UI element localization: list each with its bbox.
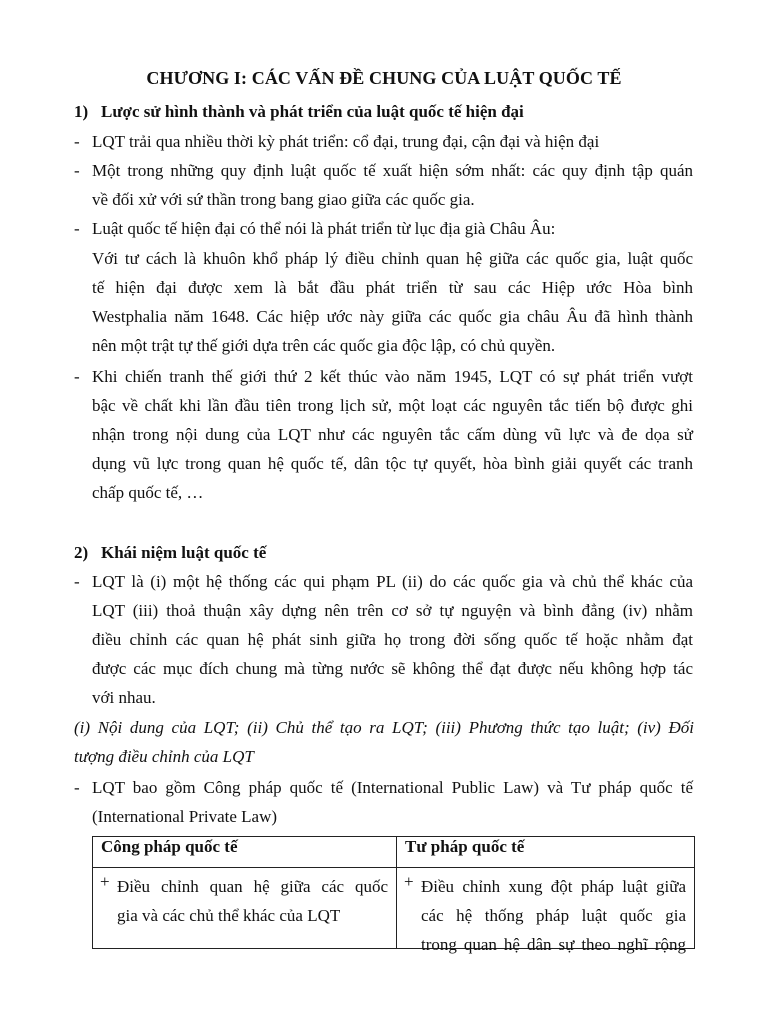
text-line: được các mục đích chung mà từng nước sẽ không thể đạt được nếu không hợp tác [92,659,693,678]
comparison-table [92,836,695,954]
section-1-number: 1) [74,102,89,121]
section-1-title: Lược sử hình thành và phát triển của luật quốc tế hiện đại [101,102,524,121]
text-line: Khi chiến tranh thế giới thứ 2 kết thúc vào năm 1945, LQT có sự phát triển vượt [92,367,693,386]
text-line: với nhau. [92,688,156,707]
table-row [93,868,695,949]
text-line: LQT là (i) một hệ thống các qui phạm PL (ii) do các quốc gia và chủ thể khác của [92,572,693,591]
plus-marker: + [100,872,110,891]
text-line: điều chỉnh các quan hệ phát sinh giữa họ trong đời sống quốc tế hoặc nhằm đạt [92,630,693,649]
text-line: Westphalia năm 1648. Các hiệp ước này giữa các quốc gia châu Âu đã hình thành [92,307,693,326]
text-line: (International Private Law) [92,807,278,826]
text-line: Một trong những quy định luật quốc tế xuất hiện sớm nhất: các quy định tập quán [92,161,693,180]
text-line: dụng vũ lực trong quan hệ quốc tế, dân tộc tự quyết, hòa bình giải quyết các tranh [92,454,693,473]
text-line: LQT bao gồm Công pháp quốc tế (International Public Law) và Tư pháp quốc tế [92,778,693,797]
text-line: nên một trật tự thế giới dựa trên các quốc gia độc lập, có chủ quyền. [92,336,556,355]
table-cell [93,868,397,949]
bullet-dash: - [74,132,80,151]
section-2-number: 2) [74,543,89,562]
text-line: bậc về chất khi lần đầu tiên trong lịch sử, một loạt các nguyên tắc tiến bộ được ghi [92,396,693,415]
text-line: tế hiện đại được xem là bắt đầu phát triển từ sau các Hiệp ước Hòa bình [92,278,693,297]
text-line: tượng điều chỉnh của LQT [74,747,254,766]
bullet-dash: - [74,572,80,591]
text-line: LQT trải qua nhiều thời kỳ phát triển: cổ đại, trung đại, cận đại và hiện đại [92,132,600,151]
cell-line: Điều chỉnh quan hệ giữa các quốc [117,877,388,896]
text-line: (i) Nội dung của LQT; (ii) Chủ thể tạo ra LQT; (iii) Phương thức tạo luật; (iv) Đối [74,718,694,737]
cell-line: gia và các chủ thể khác của LQT [117,906,341,925]
text-line: về đối xử với sứ thần trong bang giao giữa các quốc gia. [92,190,475,209]
cell-line: các hệ thống pháp luật quốc gia [421,906,686,925]
text-line: LQT (iii) thoả thuận xây dựng nên trên cơ sở tự nguyện và bình đẳng (iv) nhằm [92,601,693,620]
cell-line: Điều chỉnh xung đột pháp luật giữa [421,877,686,896]
table-header-cell: Tư pháp quốc tế [397,837,695,868]
text-line: nhận trong nội dung của LQT như các nguyên tắc cấm dùng vũ lực và đe dọa sử [92,425,693,444]
section-2-heading [74,543,266,563]
plus-marker: + [404,872,414,891]
text-line: Với tư cách là khuôn khổ pháp lý điều chỉnh quan hệ giữa các quốc gia, luật quốc [92,249,693,268]
bullet-dash: - [74,778,80,797]
table-cell [397,868,695,954]
section-1-heading [74,102,524,122]
bullet-dash: - [74,161,80,180]
table-header-row [93,837,695,868]
chapter-title: CHƯƠNG I: CÁC VẤN ĐỀ CHUNG CỦA LUẬT QUỐC TẾ [146,68,622,88]
text-line: chấp quốc tế, … [92,483,204,502]
table-header-cell: Công pháp quốc tế [93,837,397,868]
section-2-title: Khái niệm luật quốc tế [101,543,267,562]
cell-line: trong quan hệ dân sự theo nghĩ rộng [421,935,686,954]
bullet-dash: - [74,367,80,386]
bullet-dash: - [74,219,80,238]
text-line: Luật quốc tế hiện đại có thể nói là phát triển từ lục địa già Châu Âu: [92,219,556,238]
